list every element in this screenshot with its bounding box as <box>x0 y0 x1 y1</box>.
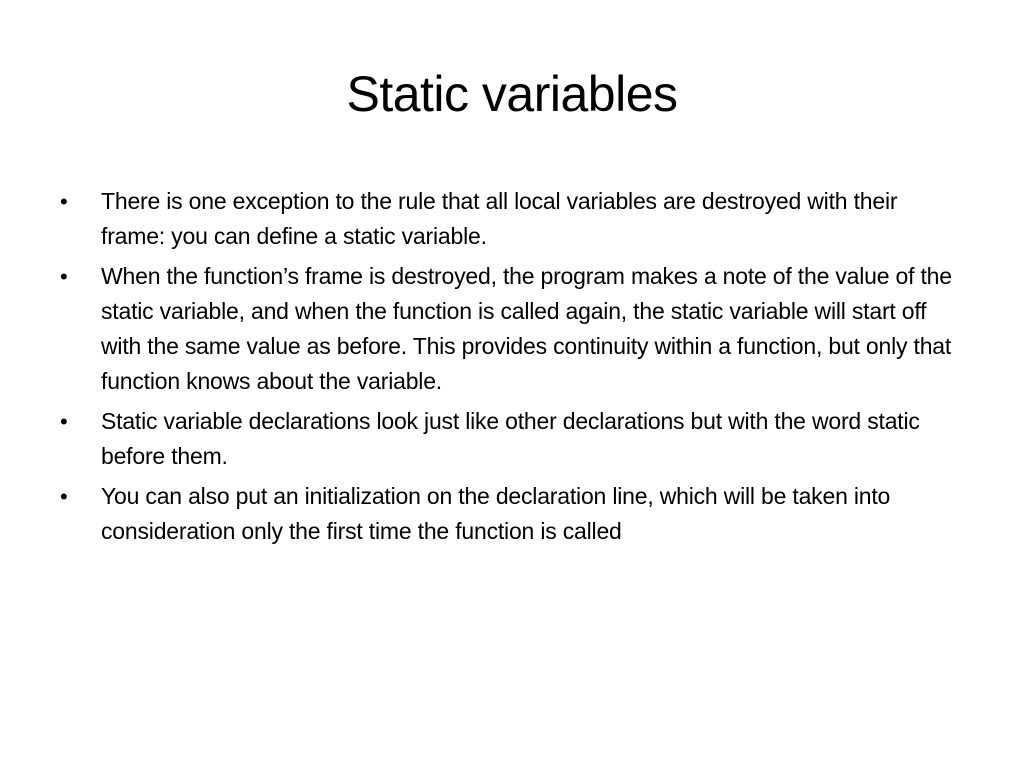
bullet-icon: • <box>60 484 68 509</box>
slide-title: Static variables <box>346 66 678 122</box>
bullet-item <box>60 404 960 474</box>
bullet-icon: • <box>60 264 68 289</box>
bullet-item <box>60 479 960 549</box>
bullet-text: There is one exception to the rule that all local variables are destroyed with their frame: you can define a static variable. <box>101 188 898 249</box>
bullet-text: You can also put an initialization on the declaration line, which will be taken into consideration only the first time the function is called <box>101 483 891 544</box>
bullet-list <box>60 184 960 554</box>
bullet-text: Static variable declarations look just like other declarations but with the word static before them. <box>101 408 920 469</box>
bullet-icon: • <box>60 409 68 434</box>
bullet-item <box>60 184 960 254</box>
bullet-icon: • <box>60 189 68 214</box>
bullet-item <box>60 259 960 399</box>
bullet-text: When the function’s frame is destroyed, the program makes a note of the value of the static variable, and when the function is called again, the static variable will start off with the same value as before. This provides continuity within a function, but only that function knows about the variable. <box>101 263 952 394</box>
